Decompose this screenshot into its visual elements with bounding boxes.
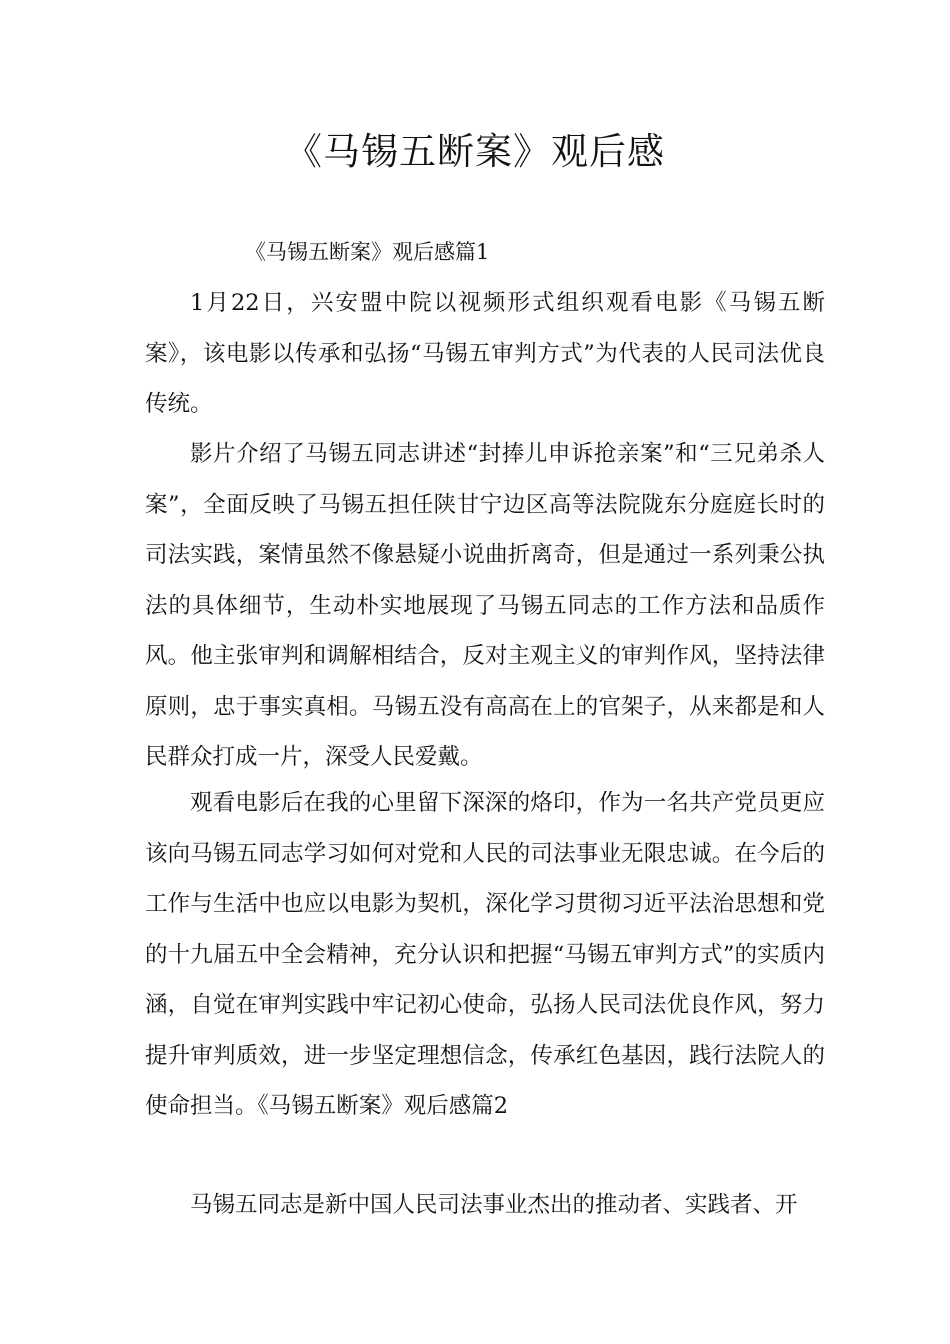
section-heading: 《马锡五断案》观后感篇1	[245, 240, 490, 264]
paragraph-4: 马锡五同志是新中国人民司法事业杰出的推动者、实践者、开	[190, 1192, 798, 1218]
paragraph-1: 1月22日，兴安盟中院以视频形式组织观看电影《马锡五断案》，该电影以传承和弘扬“马锡五审判方式”为代表的人民司法优良传统。	[145, 290, 825, 417]
paragraph-3: 观看电影后在我的心里留下深深的烙印，作为一名共产党员更应该向马锡五同志学习如何对党和人民的司法事业无限忠诚。在今后的工作与生活中也应以电影为契机，深化学习贯彻习近平法治思想和党的十九届五中全会精神，充分认识和把握“马锡五审判方式”的实质内涵，自觉在审判实践中牢记初心使命，弘扬人民司法优良作风，努力提升审判质效，进一步坚定理想信念，传承红色基因，践行法院人的使命担当。《马锡五断案》观后感篇2	[145, 790, 825, 1119]
document-title: 《马锡五断案》观后感	[285, 130, 665, 173]
paragraph-2: 影片介绍了马锡五同志讲述“封捧儿申诉抢亲案”和“三兄弟杀人案”，全面反映了马锡五担任陕甘宁边区高等法院陇东分庭庭长时的司法实践，案情虽然不像悬疑小说曲折离奇，但是通过一系列秉公执法的具体细节，生动朴实地展现了马锡五同志的工作方法和品质作风。他主张审判和调解相结合，反对主观主义的审判作风，坚持法律原则，忠于事实真相。马锡五没有高高在上的官架子，从来都是和人民群众打成一片，深受人民爱戴。	[145, 441, 825, 770]
